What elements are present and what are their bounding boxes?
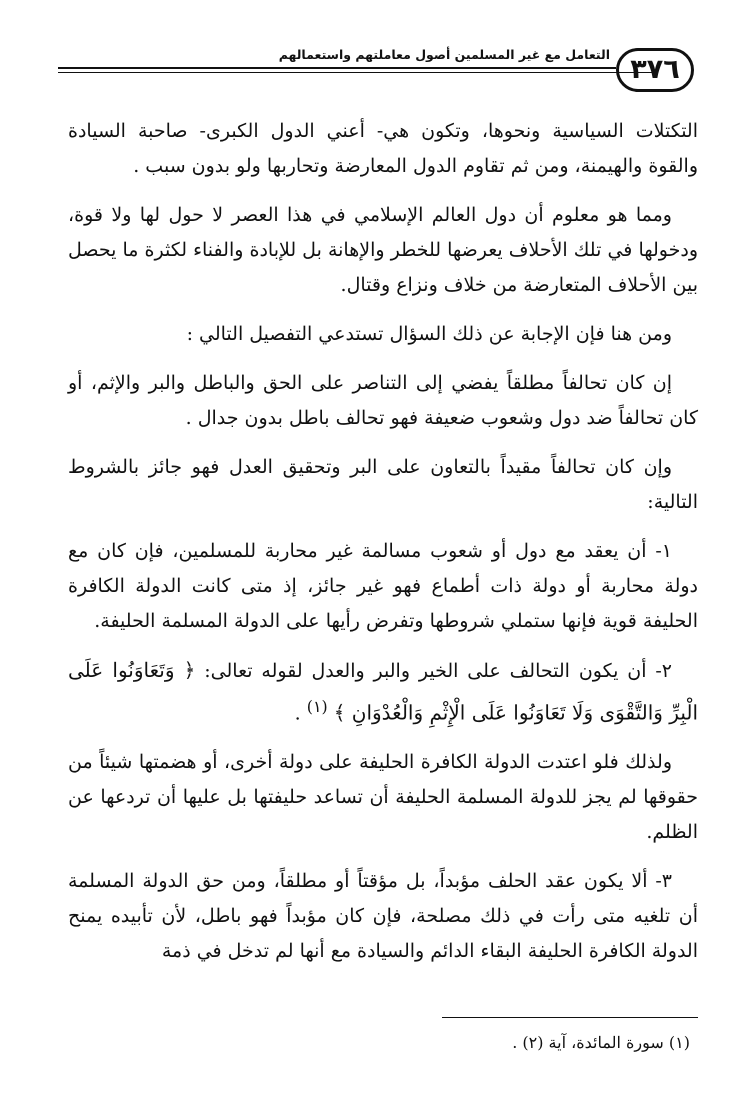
paragraph-answer-intro: ومن هنا فإن الإجابة عن ذلك السؤال تستدعي التفصيل التالي :: [186, 323, 672, 345]
paragraph-restricted-alliance: وإن كان تحالفاً مقيداً بالتعاون على البر وتحقيق العدل فهو جائز بالشروط التالية:: [68, 456, 698, 513]
paragraph-consequence: ولذلك فلو اعتدت الدولة الكافرة الحليفة على دولة أخرى، أو هضمتها شيئاً من حقوقها لم يجز للدولة المسلمة الحليفة أن تساعد حليفتها بل عليها أن تردعها عن الظلم.: [68, 751, 698, 844]
paragraph-absolute-alliance: إن كان تحالفاً مطلقاً يفضي إلى التناصر على الحق والباطل والبر والإثم، أو كان تحالفاً ضد دول وشعوب ضعيفة فهو تحالف باطل بدون جدال .: [68, 372, 698, 429]
page-number: ٣٧٦: [616, 48, 694, 92]
quran-verse: ﴿ وَتَعَاوَنُوا عَلَى الْبِرِّ وَالتَّقْوَى وَلَا تَعَاوَنُوا عَلَى الْإِثْمِ وَالْعُدْوَانِ ﴾: [68, 658, 698, 725]
paragraph-islamic-world: ومما هو معلوم أن دول العالم الإسلامي في هذا العصر لا حول لها ولا قوة، ودخولها في تلك الأحلاف يعرضها للخطر والإهانة بل للإبادة والفناء لكثرة ما يحصل بين الأحلاف المتعارضة من خلاف ونزاع وقتال.: [68, 204, 698, 296]
condition-2-end: .: [294, 702, 301, 725]
page-header: [58, 44, 694, 104]
footnote-separator: [442, 1017, 698, 1018]
main-text: [68, 114, 698, 969]
header-rule-thick: [58, 67, 616, 69]
header-rule-thin: [58, 72, 654, 73]
footnote-reference: (١): [306, 697, 328, 716]
condition-3: ٣- ألا يكون عقد الحلف مؤبداً، بل مؤقتاً أو مطلقاً، ومن حق الدولة المسلمة أن تلغيه متى رأت في ذلك مصلحة، فإن كان مؤبداً فهو باطل، لأن تأبيده يمنح الدولة الكافرة الحليفة البقاء الدائم والسيادة مع أنها لم تدخل في ذمة: [68, 870, 698, 963]
footnote: (١) سورة المائدة، آية (٢) .: [512, 1033, 690, 1052]
paragraph-continuation: التكتلات السياسية ونحوها، وتكون هي- أعني الدول الكبرى- صاحبة السيادة والقوة والهيمنة، ومن ثم تقاوم الدول المعارضة وتحاربها ولو بدون سبب .: [68, 120, 698, 177]
condition-2: [68, 653, 698, 731]
condition-1: ١- أن يعقد مع دول أو شعوب مسالمة غير محاربة للمسلمين، فإن كان مع دولة محاربة أو دولة ذات أطماع فهو غير جائز، إذ متى كانت الدولة الكافرة الحليفة قوية فإنها ستملي شروطها وتفرض رأيها على الدولة المسلمة الحليفة.: [68, 540, 698, 632]
condition-2-text: ٢- أن يكون التحالف على الخير والبر والعدل لقوله تعالى:: [204, 660, 672, 682]
running-title: التعامل مع غير المسلمين أصول معاملتهم واستعمالهم: [278, 47, 610, 62]
